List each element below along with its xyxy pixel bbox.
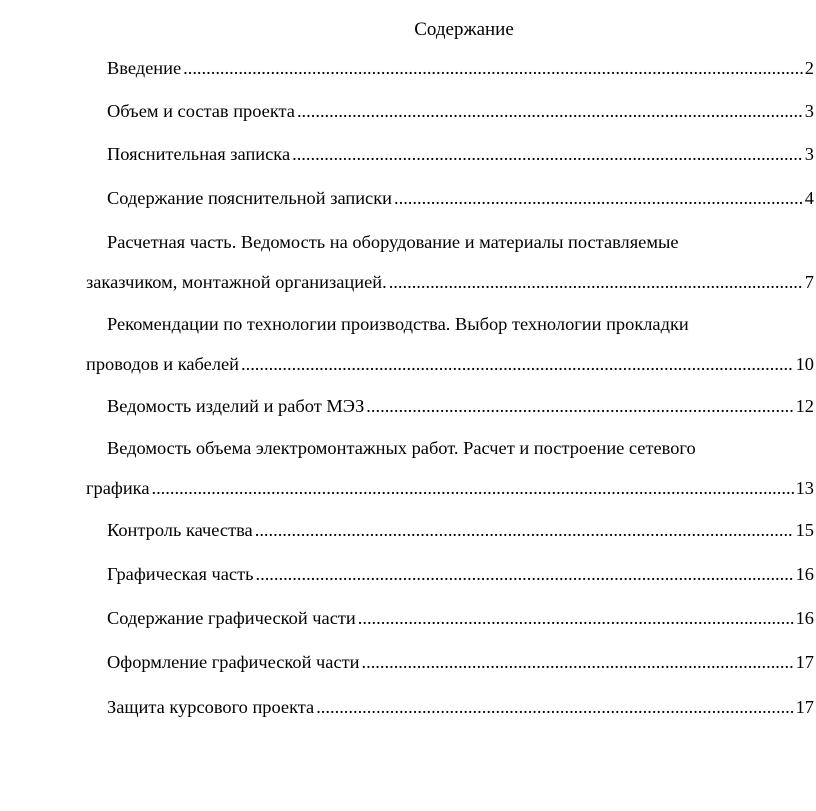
toc-entry-text: Пояснительная записка [107,144,291,164]
toc-entry-line [86,185,814,211]
dot-leader [255,517,794,543]
toc-entry-text: Графическая часть [107,564,254,584]
toc-entry-text: заказчиком, монтажной организацией. [86,272,387,292]
dot-leader [256,561,794,587]
toc-entry-text: Защита курсового проекта [107,697,315,717]
dot-leader [241,351,794,377]
toc-entry-work-volume [86,435,814,501]
toc-page-number: 15 [795,520,814,540]
toc-entry-text: графика [86,478,150,498]
toc-page-number: 17 [795,697,814,717]
dot-leader [394,185,803,211]
toc-entry-calculation-part [86,229,814,295]
dot-leader [183,55,803,81]
toc-entry-text: Расчетная часть. Ведомость на оборудование и материалы поставляемые [107,232,679,252]
toc-page-number: 13 [795,478,814,498]
toc-page-number: 12 [795,396,814,416]
dot-leader [292,141,803,167]
toc-entry-graphic-formatting [86,649,814,675]
toc-entry-line [86,649,814,675]
toc-page-number: 2 [804,58,814,78]
toc-entry-text: проводов и кабелей [86,354,240,374]
toc-entry-text: Введение [107,58,182,78]
toc-entry-line [86,694,814,720]
toc-entry-text: Рекомендации по технологии производства. Выбор технологии прокладки [107,314,689,334]
toc-page-number: 3 [804,144,814,164]
dot-leader [151,475,793,501]
toc-entry-explanatory-note [86,141,814,167]
toc-entry-line [86,605,814,631]
toc-entry-technology-recommendations [86,311,814,377]
toc-page-number: 16 [795,608,814,628]
toc-entry-line [86,55,814,81]
toc-entry-line [86,98,814,124]
toc-entry-products-list [86,393,814,419]
toc-entry-line [86,141,814,167]
toc-entry-line [86,311,814,337]
toc-entry-note-contents [86,185,814,211]
toc-page-number: 16 [795,564,814,584]
dot-leader [362,649,794,675]
toc-entry-text: Содержание графической части [107,608,356,628]
toc-entry-introduction [86,55,814,81]
toc-entry-line [86,393,814,419]
toc-entry-text: Объем и состав проекта [107,101,295,121]
toc-entry-line [86,517,814,543]
toc-title: Содержание [414,19,514,40]
toc-page-number: 4 [804,188,814,208]
toc-entry-text: Оформление графической части [107,652,360,672]
toc-entry-line [86,561,814,587]
toc-entry-line [86,351,814,377]
toc-page-number: 7 [804,272,814,292]
dot-leader [389,269,803,295]
dot-leader [358,605,794,631]
toc-entry-quality-control [86,517,814,543]
toc-entry-text: Ведомость изделий и работ МЭЗ [107,396,365,416]
toc-entry-graphic-part [86,561,814,587]
toc-entry-line [86,475,814,501]
dot-leader [366,393,793,419]
toc-entry-line [86,269,814,295]
toc-page-number: 17 [795,652,814,672]
toc-page-number: 3 [804,101,814,121]
toc-entry-text: Ведомость объема электромонтажных работ. Расчет и построение сетевого [107,438,696,458]
dot-leader [297,98,803,124]
toc-entry-project-defense [86,694,814,720]
toc-entry-text: Содержание пояснительной записки [107,188,393,208]
toc-entry-graphic-contents [86,605,814,631]
toc-page-number: 10 [795,354,814,374]
toc-entry-line [86,435,814,461]
dot-leader [316,694,793,720]
toc-entry-text: Контроль качества [107,520,253,540]
toc-entry-line [86,229,814,255]
toc-entry-project-scope [86,98,814,124]
